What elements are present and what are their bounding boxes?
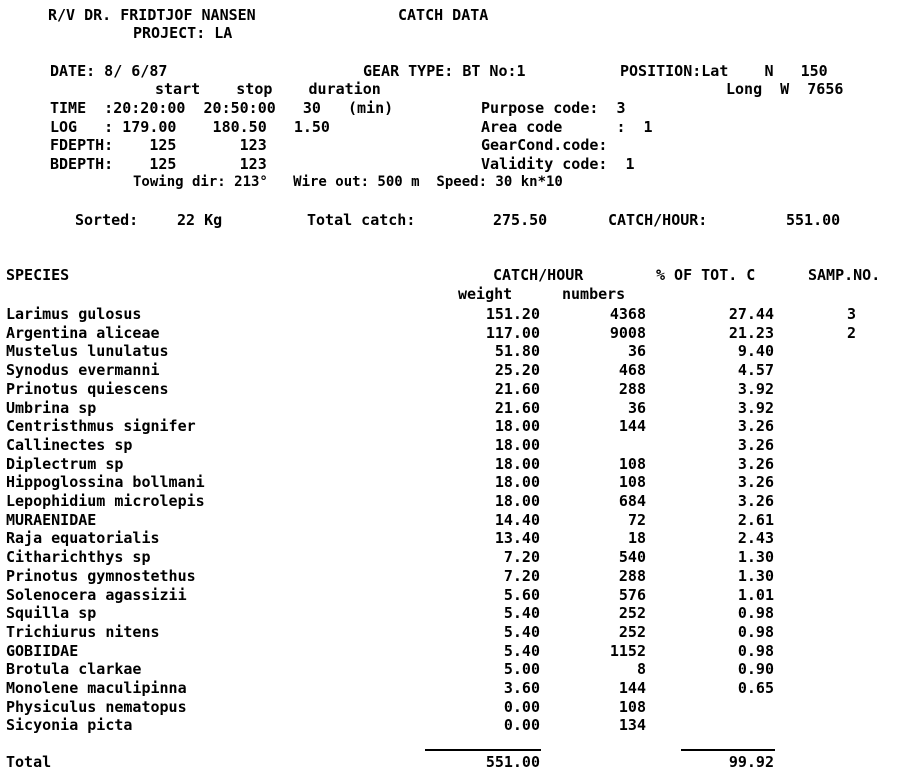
sample-number-cell: 2 [846, 324, 856, 342]
numbers-cell: 72 [627, 511, 646, 529]
species-name: Prinotus quiescens [6, 380, 169, 398]
pct-cell: 3.26 [737, 417, 774, 435]
pct-cell: 3.26 [737, 473, 774, 491]
species-header: SPECIES [6, 266, 70, 284]
sorted-label: Sorted: [75, 211, 139, 229]
pct-cell: 3.26 [737, 436, 774, 454]
weight-cell: 7.20 [503, 548, 540, 566]
species-name: Raja equatorialis [6, 529, 160, 547]
pct-cell: 21.23 [728, 324, 774, 342]
species-name: Mustelus lunulatus [6, 342, 169, 360]
species-name: Callinectes sp [6, 436, 133, 454]
weight-cell: 7.20 [503, 567, 540, 585]
towing-info: Towing dir: 213° Wire out: 500 m Speed: 30 kn*10 [133, 174, 563, 190]
catch-hour-header: CATCH/HOUR [493, 266, 584, 284]
pct-cell: 2.61 [737, 511, 774, 529]
catch-hour-value: 551.00 [786, 211, 841, 229]
weight-cell: 51.80 [494, 342, 540, 360]
position-lat: POSITION:Lat N 150 [620, 62, 828, 80]
numbers-cell: 1152 [609, 642, 646, 660]
area-code: Area code : 1 [481, 118, 653, 136]
pct-cell: 0.98 [737, 604, 774, 622]
species-name: GOBIIDAE [6, 642, 79, 660]
gearcond-code: GearCond.code: [481, 136, 608, 154]
weight-cell: 0.00 [503, 698, 540, 716]
pct-cell: 3.26 [737, 492, 774, 510]
species-name: Prinotus gymnostethus [6, 567, 196, 585]
species-name: Trichiurus nitens [6, 623, 160, 641]
numbers-cell: 108 [618, 698, 646, 716]
log-line: LOG : 179.00 180.50 1.50 [50, 118, 330, 136]
numbers-cell: 9008 [609, 324, 646, 342]
weight-cell: 5.40 [503, 642, 540, 660]
pct-cell: 0.98 [737, 642, 774, 660]
sorted-value: 22 Kg [177, 211, 223, 229]
total-weight: 551.00 [485, 753, 540, 771]
weight-cell: 151.20 [485, 305, 540, 323]
weight-cell: 13.40 [494, 529, 540, 547]
species-name: Sicyonia picta [6, 716, 133, 734]
weight-cell: 14.40 [494, 511, 540, 529]
numbers-cell: 288 [618, 567, 646, 585]
weight-cell: 18.00 [494, 436, 540, 454]
species-name: Umbrina sp [6, 399, 97, 417]
total-pct: 99.92 [728, 753, 774, 771]
species-name: Physiculus nematopus [6, 698, 187, 716]
weight-cell: 18.00 [494, 417, 540, 435]
species-name: Citharichthys sp [6, 548, 151, 566]
total-catch-value: 275.50 [493, 211, 548, 229]
purpose-code: Purpose code: 3 [481, 99, 626, 117]
numbers-cell: 288 [618, 380, 646, 398]
pct-cell: 1.01 [737, 586, 774, 604]
numbers-cell: 252 [618, 623, 646, 641]
species-name: Larimus gulosus [6, 305, 142, 323]
weight-total-rule [425, 749, 541, 751]
species-name: Diplectrum sp [6, 455, 124, 473]
numbers-cell: 108 [618, 473, 646, 491]
numbers-cell: 36 [627, 399, 646, 417]
validity-code: Validity code: 1 [481, 155, 635, 173]
weight-cell: 5.40 [503, 604, 540, 622]
species-name: Synodus evermanni [6, 361, 160, 379]
catch-hour-label: CATCH/HOUR: [608, 211, 708, 229]
sample-number-cell: 3 [846, 305, 856, 323]
weight-cell: 21.60 [494, 399, 540, 417]
species-name: Lepophidium microlepis [6, 492, 205, 510]
bdepth-line: BDEPTH: 125 123 [50, 155, 267, 173]
weight-cell: 18.00 [494, 473, 540, 491]
weight-header: weight [458, 285, 513, 303]
weight-cell: 25.20 [494, 361, 540, 379]
species-name: Solenocera agassizii [6, 586, 187, 604]
total-catch-label: Total catch: [307, 211, 416, 229]
species-name: Centristhmus signifer [6, 417, 196, 435]
species-name: Squilla sp [6, 604, 97, 622]
pct-cell: 3.92 [737, 380, 774, 398]
vessel-name: R/V DR. FRIDTJOF NANSEN [48, 6, 256, 24]
species-name: Argentina aliceae [6, 324, 160, 342]
numbers-cell: 144 [618, 417, 646, 435]
project-label: PROJECT: LA [133, 24, 233, 42]
pct-cell: 1.30 [737, 567, 774, 585]
numbers-cell: 540 [618, 548, 646, 566]
pct-cell: 1.30 [737, 548, 774, 566]
numbers-cell: 134 [618, 716, 646, 734]
pct-cell: 3.92 [737, 399, 774, 417]
time-line: TIME :20:20:00 20:50:00 30 (min) [50, 99, 394, 117]
catch-data-title: CATCH DATA [398, 6, 489, 24]
pct-cell: 0.65 [737, 679, 774, 697]
weight-cell: 5.60 [503, 586, 540, 604]
date-line: DATE: 8/ 6/87 [50, 62, 168, 80]
numbers-cell: 4368 [609, 305, 646, 323]
numbers-cell: 108 [618, 455, 646, 473]
sample-number-header: SAMP.NO. [808, 266, 881, 284]
gear-type: GEAR TYPE: BT No:1 [363, 62, 526, 80]
numbers-cell: 18 [627, 529, 646, 547]
numbers-cell: 252 [618, 604, 646, 622]
weight-cell: 18.00 [494, 455, 540, 473]
numbers-header: numbers [562, 285, 626, 303]
weight-cell: 117.00 [485, 324, 540, 342]
pct-cell: 0.90 [737, 660, 774, 678]
numbers-cell: 684 [618, 492, 646, 510]
species-name: Monolene maculipinna [6, 679, 187, 697]
species-name: Brotula clarkae [6, 660, 142, 678]
pct-cell: 9.40 [737, 342, 774, 360]
pct-cell: 2.43 [737, 529, 774, 547]
fdepth-line: FDEPTH: 125 123 [50, 136, 267, 154]
weight-cell: 0.00 [503, 716, 540, 734]
pct-cell: 4.57 [737, 361, 774, 379]
weight-cell: 5.00 [503, 660, 540, 678]
weight-cell: 18.00 [494, 492, 540, 510]
species-name: MURAENIDAE [6, 511, 97, 529]
pct-total-header: % OF TOT. C [656, 266, 756, 284]
weight-cell: 3.60 [503, 679, 540, 697]
position-long: Long W 7656 [726, 80, 844, 98]
pct-cell: 27.44 [728, 305, 774, 323]
numbers-cell: 576 [618, 586, 646, 604]
weight-cell: 21.60 [494, 380, 540, 398]
total-label: Total [6, 753, 52, 771]
pct-cell: 3.26 [737, 455, 774, 473]
numbers-cell: 468 [618, 361, 646, 379]
time-column-headers: start stop duration [155, 80, 381, 98]
pct-cell: 0.98 [737, 623, 774, 641]
numbers-cell: 8 [636, 660, 646, 678]
pct-total-rule [681, 749, 775, 751]
numbers-cell: 36 [627, 342, 646, 360]
numbers-cell: 144 [618, 679, 646, 697]
species-name: Hippoglossina bollmani [6, 473, 205, 491]
weight-cell: 5.40 [503, 623, 540, 641]
